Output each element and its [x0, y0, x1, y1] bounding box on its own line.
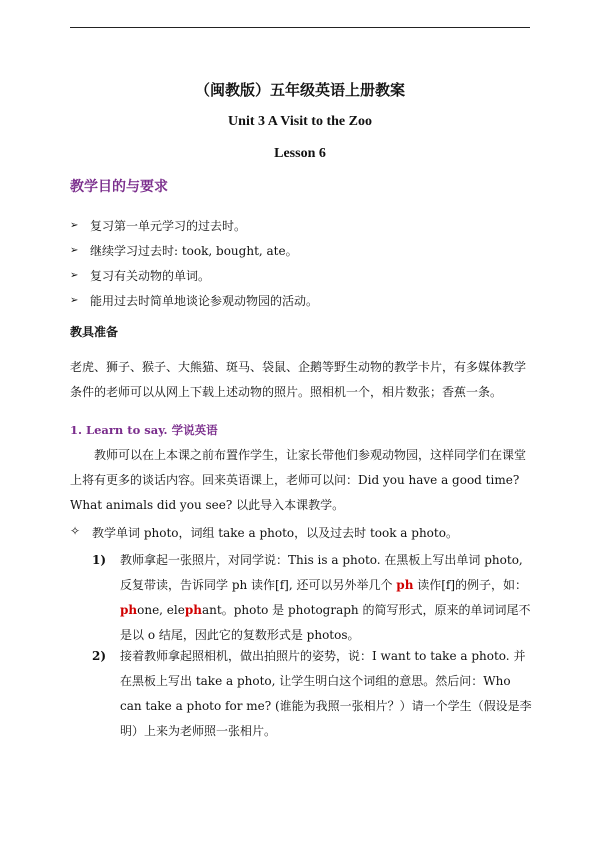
arrow-bullet-icon: ➢: [70, 295, 79, 306]
step-number: 1): [92, 553, 107, 567]
header-rule: [70, 27, 530, 28]
goal-item: [70, 213, 540, 238]
diamond-bullet-icon: ✧: [70, 524, 81, 538]
vocab-line-text: 教学单词 photo，词组 take a photo，以及过去时 took a photo。: [92, 526, 458, 540]
goal-item: [70, 263, 540, 288]
section-heading-goals: 教学目的与要求: [70, 179, 168, 195]
step-number: 2): [92, 649, 107, 663]
goals-list: [70, 213, 540, 313]
arrow-bullet-icon: ➢: [70, 270, 79, 281]
arrow-bullet-icon: ➢: [70, 245, 79, 256]
section-heading-learn-to-say: 1. Learn to say. 学说英语: [70, 423, 218, 437]
materials-paragraph: 老虎、狮子、猴子、大熊猫、斑马、袋鼠、企鹅等野生动物的教学卡片，有多媒体教学条件的老师可以从网上下载上述动物的照片。照相机一个，相片数张；香蕉一条。: [70, 360, 527, 399]
goal-item: [70, 288, 540, 313]
highlight-ph: ph: [120, 603, 138, 617]
document-title: （闽教版）五年级英语上册教案: [194, 81, 405, 99]
unit-title: Unit 3 A Visit to the Zoo: [228, 114, 372, 129]
learn-paragraph: 教师可以在上本课之前布置作学生，让家长带他们参观动物园，这样同学们在课堂上将有更多的谈话内容。回来英语课上，老师可以问：Did you have a good time? What animals did you see? 以此导入本课教学。: [70, 448, 527, 512]
goal-text: 复习第一单元学习的过去时。: [90, 219, 247, 233]
highlight-ph: ph: [396, 578, 414, 592]
goal-text: 继续学习过去时: took, bought, ate。: [90, 244, 298, 258]
step-text-part: ant。photo 是 photograph 的简写形式，原来的单词词尾不是以 o 结尾，因此它的复数形式是 photos。: [120, 603, 531, 642]
highlight-ph: ph: [184, 603, 202, 617]
section-heading-materials: 教具准备: [70, 325, 119, 339]
step-item: [92, 548, 532, 648]
lesson-title: Lesson 6: [274, 146, 326, 161]
step-text-part: 读作[f]的例子，如：: [413, 578, 528, 592]
goal-item: [70, 238, 540, 263]
step-text-part: one, ele: [137, 603, 185, 617]
arrow-bullet-icon: ➢: [70, 220, 79, 231]
step-text: 接着教师拿起照相机，做出拍照片的姿势，说：I want to take a photo. 并在黑板上写出 take a photo, 让学生明白这个词组的意思。然后问：Who can take a photo for me? (谁能为我照一张相片？）请一个学生（假设是李明）上来为老师照一张相片。: [120, 649, 532, 738]
goal-text: 能用过去时简单地谈论参观动物园的活动。: [90, 294, 319, 308]
step-item: [92, 644, 532, 744]
goal-text: 复习有关动物的单词。: [90, 269, 211, 283]
step-text-part: 教师拿起一张照片，对同学说：This is a photo. 在黑板上写出单词 photo, 反复带读，告诉同学 ph 读作[f], 还可以另外举几个: [120, 553, 523, 592]
vocab-line: [70, 524, 458, 541]
step-text: [120, 548, 532, 648]
